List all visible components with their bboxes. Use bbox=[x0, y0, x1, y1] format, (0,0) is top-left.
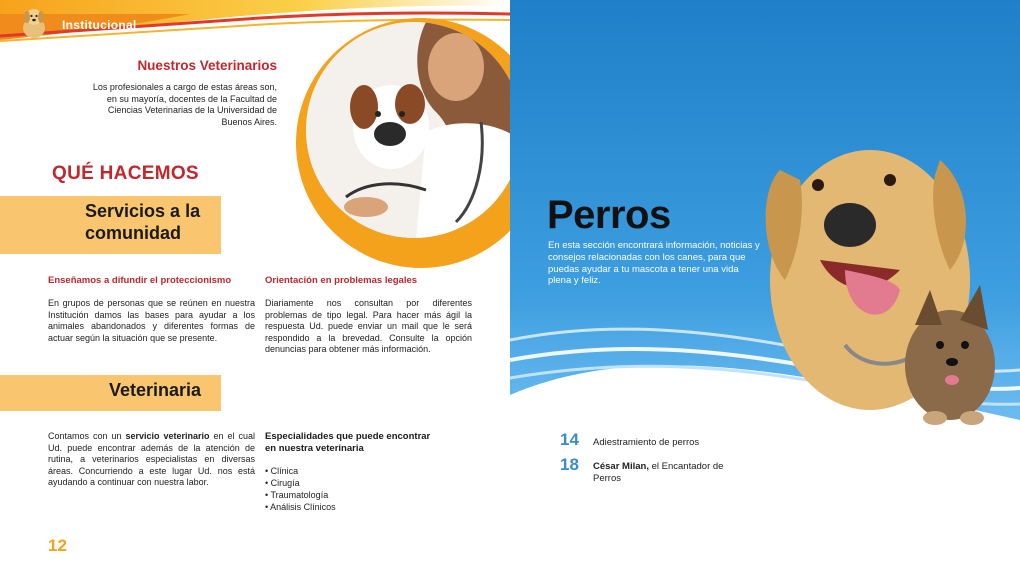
dog-mascot-icon bbox=[16, 4, 52, 40]
toc-entry-bold: César Milan, bbox=[593, 461, 649, 472]
legal-heading: Orientación en problemas legales bbox=[265, 275, 418, 286]
proteccionismo-heading: Enseñamos a difundir el proteccionismo bbox=[48, 275, 232, 286]
list-item: • Traumatología bbox=[265, 489, 336, 501]
list-item: • Análisis Clínicos bbox=[265, 501, 336, 513]
toc-entry[interactable] bbox=[593, 461, 743, 485]
toc-page-number: 14 bbox=[560, 430, 579, 449]
specialties-list bbox=[265, 465, 336, 513]
veterinaria-heading: Veterinaria bbox=[109, 380, 202, 400]
veterinaria-text bbox=[48, 431, 255, 489]
legal-text: Diariamente nos consultan por diferentes problemas de tipo legal. Para hacer más ágil la respuesta Ud. puede enviar un mail que le será respondido a la brevedad. Consulte la opción denuncias para obtener más información. bbox=[265, 298, 472, 355]
perros-title: Perros bbox=[547, 193, 671, 237]
vet-with-dog-photo bbox=[306, 22, 510, 238]
toc-entry-text: el Encantador de Perros bbox=[593, 461, 724, 484]
veterinaria-text-bold: servicio veterinario bbox=[125, 431, 210, 441]
specialties-heading: Especialidades que puede encontrar en nuestra veterinaria bbox=[265, 431, 431, 454]
toc-page-number: 18 bbox=[560, 455, 579, 474]
right-page bbox=[510, 0, 1020, 567]
page-number: 12 bbox=[48, 536, 67, 555]
services-heading-line2: comunidad bbox=[85, 223, 182, 243]
que-hacemos-heading: QUÉ HACEMOS bbox=[52, 163, 199, 184]
services-heading-line1: Servicios a la bbox=[85, 201, 201, 221]
veterinaria-text-end: en el cual Ud. puede encontrar además de la atención de rutina, a veterinarios especialistas en diversas áreas. Concurriendo a este lugar Ud. nos está ayudando a continuar con nuestra labor. bbox=[48, 431, 256, 488]
proteccionismo-text: En grupos de personas que se reúnen en nuestra Institución damos las bases para ayudar a los animales abandonados y diferentes formas de actuar según la situación que se presente. bbox=[48, 298, 255, 343]
vets-title: Nuestros Veterinarios bbox=[137, 58, 277, 73]
list-item: • Clínica bbox=[265, 465, 336, 477]
services-heading bbox=[85, 200, 200, 244]
perros-intro: En esta sección encontrará información, noticias y consejos relacionadas con los canes, para que puedas ayudar a tu mascota a tener una vida plena y feliz. bbox=[548, 240, 760, 287]
list-item: • Cirugía bbox=[265, 477, 336, 489]
dogs-photo bbox=[750, 130, 1020, 430]
toc-entry[interactable]: Adiestramiento de perros bbox=[593, 437, 700, 448]
section-label: Institucional bbox=[62, 18, 137, 32]
veterinaria-text-start: Contamos con un bbox=[48, 431, 126, 441]
vets-description: Los profesionales a cargo de estas áreas son, en su mayoría, docentes de la Facultad de Ciencias Veterinarias de la Universidad de Buenos Aires. bbox=[92, 82, 277, 127]
